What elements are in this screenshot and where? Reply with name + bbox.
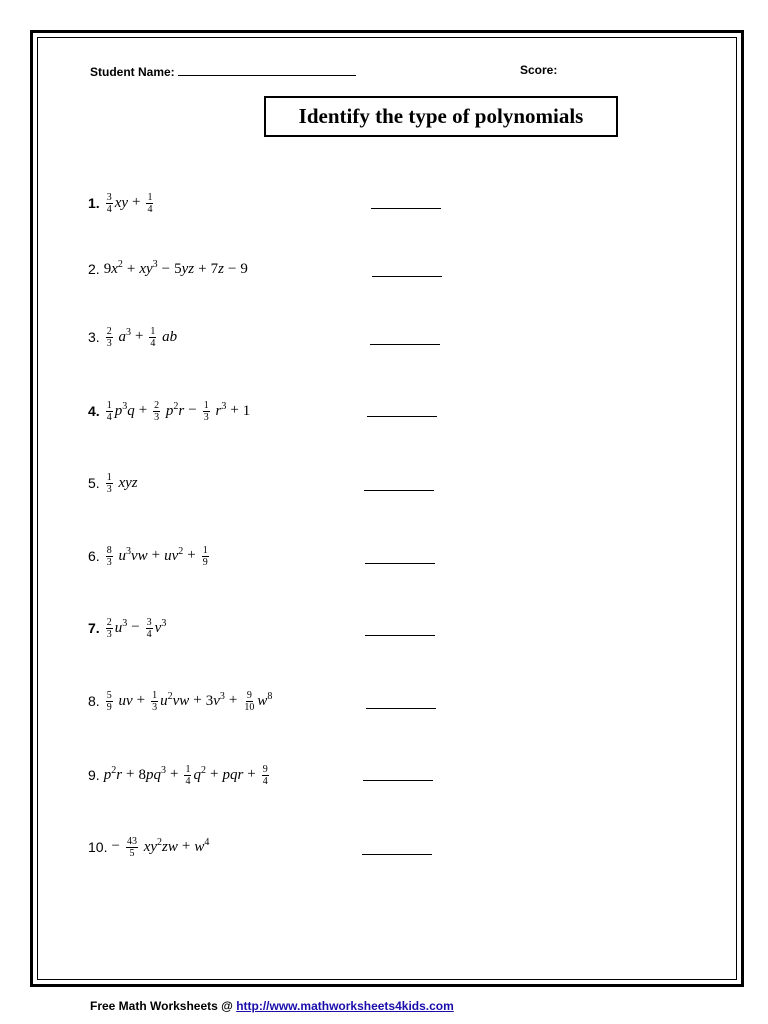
student-name-line[interactable] bbox=[178, 63, 356, 76]
answer-blank-7[interactable] bbox=[365, 635, 435, 636]
answer-blank-1[interactable] bbox=[371, 208, 441, 209]
answer-blank-2[interactable] bbox=[372, 276, 442, 277]
answer-blank-9[interactable] bbox=[363, 780, 433, 781]
problem-number: 9. bbox=[88, 767, 100, 783]
worksheet-title bbox=[264, 96, 618, 137]
problem-1 bbox=[88, 188, 155, 218]
problem-expression: $\frac{3}{4}$ xy + $\frac{1}{4}$ bbox=[106, 191, 153, 215]
answer-blank-8[interactable] bbox=[366, 708, 436, 709]
problem-number: 3. bbox=[88, 329, 100, 345]
answer-blank-5[interactable] bbox=[364, 490, 434, 491]
problem-3 bbox=[88, 322, 177, 352]
problem-number: 2. bbox=[88, 261, 100, 277]
answer-blank-6[interactable] bbox=[365, 563, 435, 564]
student-name-label: Student Name: bbox=[90, 65, 175, 79]
worksheet-title-text: Identify the type of polynomials bbox=[298, 104, 584, 128]
score-label: Score: bbox=[520, 63, 558, 77]
problem-expression: $p^2r + 8pq^3$ + $\frac{1}{4}$ $q^2$ + pqr + $\frac{9}{4}$ bbox=[103, 763, 268, 787]
problem-number: 1. bbox=[88, 195, 100, 211]
problem-expression: $9x^2 + xy^3 - 5yz + 7z - 9$ bbox=[103, 258, 248, 277]
student-name-field bbox=[90, 63, 356, 79]
problem-expression: − $\frac{43}{5}$ $xy^2zw + w^4$ bbox=[111, 835, 210, 859]
problem-expression: $\frac{2}{3}$ $a^3$ + $\frac{1}{4}$ ab bbox=[106, 325, 178, 349]
problem-number: 5. bbox=[88, 475, 100, 491]
problem-expression: $\frac{2}{3}$ $u^3$ − $\frac{3}{4}$ $v^3$ bbox=[106, 616, 167, 640]
problem-10 bbox=[88, 832, 209, 862]
problem-expression: $\frac{5}{9}$ uv + $\frac{1}{3}$ $u^2vw + 3v^3$ + $\frac{9}{10}$ $w^8$ bbox=[106, 689, 273, 713]
problem-number: 10. bbox=[88, 839, 108, 855]
problem-9 bbox=[88, 760, 271, 790]
problem-4 bbox=[88, 396, 250, 426]
problem-6 bbox=[88, 541, 211, 571]
problem-number: 8. bbox=[88, 693, 100, 709]
problem-8 bbox=[88, 686, 272, 716]
answer-blank-3[interactable] bbox=[370, 344, 440, 345]
problem-number: 7. bbox=[88, 620, 100, 636]
problem-number: 4. bbox=[88, 403, 100, 419]
footer-text: Free Math Worksheets @ bbox=[90, 999, 237, 1013]
answer-blank-10[interactable] bbox=[362, 854, 432, 855]
answer-blank-4[interactable] bbox=[367, 416, 437, 417]
problem-7 bbox=[88, 613, 166, 643]
problem-5 bbox=[88, 468, 138, 498]
footer-link[interactable]: http://www.mathworksheets4kids.com bbox=[236, 999, 454, 1013]
problem-expression: $\frac{1}{3}$ xyz bbox=[106, 471, 138, 495]
problem-number: 6. bbox=[88, 548, 100, 564]
problem-2 bbox=[88, 254, 248, 284]
problem-expression: $\frac{8}{3}$ $u^3vw + uv^2$ + $\frac{1}{9}$ bbox=[106, 544, 208, 568]
footer bbox=[90, 999, 454, 1013]
problem-expression: $\frac{1}{4}$ $p^3q$ + $\frac{2}{3}$ $p^2r$ − $\frac{1}{3}$ $r^3 + 1$ bbox=[106, 399, 251, 423]
